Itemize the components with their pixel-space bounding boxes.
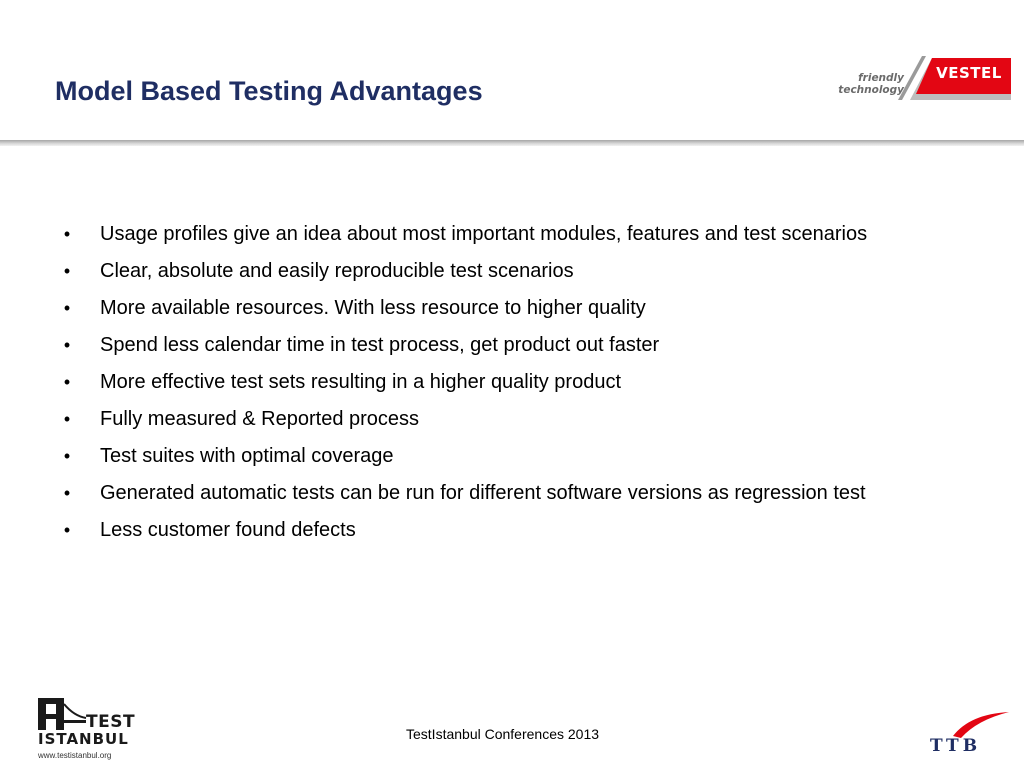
bullet-item	[60, 441, 970, 471]
bullet-text: Clear, absolute and easily reproducible test scenarios	[100, 260, 574, 282]
bullet-dot: •	[63, 409, 71, 429]
bullet-item	[60, 404, 970, 434]
bullet-text: Less customer found defects	[100, 519, 356, 541]
bullet-dot: •	[63, 483, 71, 503]
bullet-list	[60, 219, 970, 552]
vestel-wordmark: VESTEL	[936, 64, 1002, 82]
bullet-text: Spend less calendar time in test process, get product out faster	[100, 334, 660, 356]
bullet-text: More effective test sets resulting in a higher quality product	[100, 371, 622, 393]
testistanbul-line1: TEST	[86, 712, 136, 732]
bullet-dot: •	[63, 298, 71, 318]
bullet-dot: •	[63, 224, 71, 244]
bullet-dot: •	[63, 335, 71, 355]
bullet-item	[60, 293, 970, 323]
bullet-item	[60, 515, 970, 545]
bullet-item	[60, 478, 970, 508]
tagline-line1: friendly	[858, 72, 904, 84]
bullet-text: Generated automatic tests can be run for different software versions as regression test	[100, 482, 866, 504]
testistanbul-line2: ISTANBUL	[38, 730, 129, 748]
testistanbul-url: www.testistanbul.org	[38, 751, 112, 760]
bullet-text: More available resources. With less resource to higher quality	[100, 297, 646, 319]
bullet-item	[60, 367, 970, 397]
footer-text: TestIstanbul Conferences 2013	[406, 726, 600, 742]
bullet-dot: •	[63, 261, 71, 281]
bullet-dot: •	[63, 520, 71, 540]
bullet-dot: •	[63, 446, 71, 466]
vestel-tagline	[836, 72, 904, 96]
ttb-wordmark: TTB	[930, 736, 982, 756]
ttb-logo	[925, 708, 1015, 766]
bullet-item	[60, 330, 970, 360]
vestel-logo	[836, 56, 1011, 100]
header-divider	[0, 140, 1024, 146]
bullet-dot: •	[63, 372, 71, 392]
bullet-item	[60, 219, 970, 249]
slide-title: Model Based Testing Advantages	[55, 76, 483, 106]
testistanbul-logo	[36, 694, 136, 764]
bullet-item	[60, 256, 970, 286]
tagline-line2: technology	[838, 84, 904, 96]
bullet-text: Usage profiles give an idea about most important modules, features and test scenarios	[100, 223, 868, 245]
bullet-text: Test suites with optimal coverage	[100, 445, 394, 467]
bullet-text: Fully measured & Reported process	[100, 408, 420, 430]
